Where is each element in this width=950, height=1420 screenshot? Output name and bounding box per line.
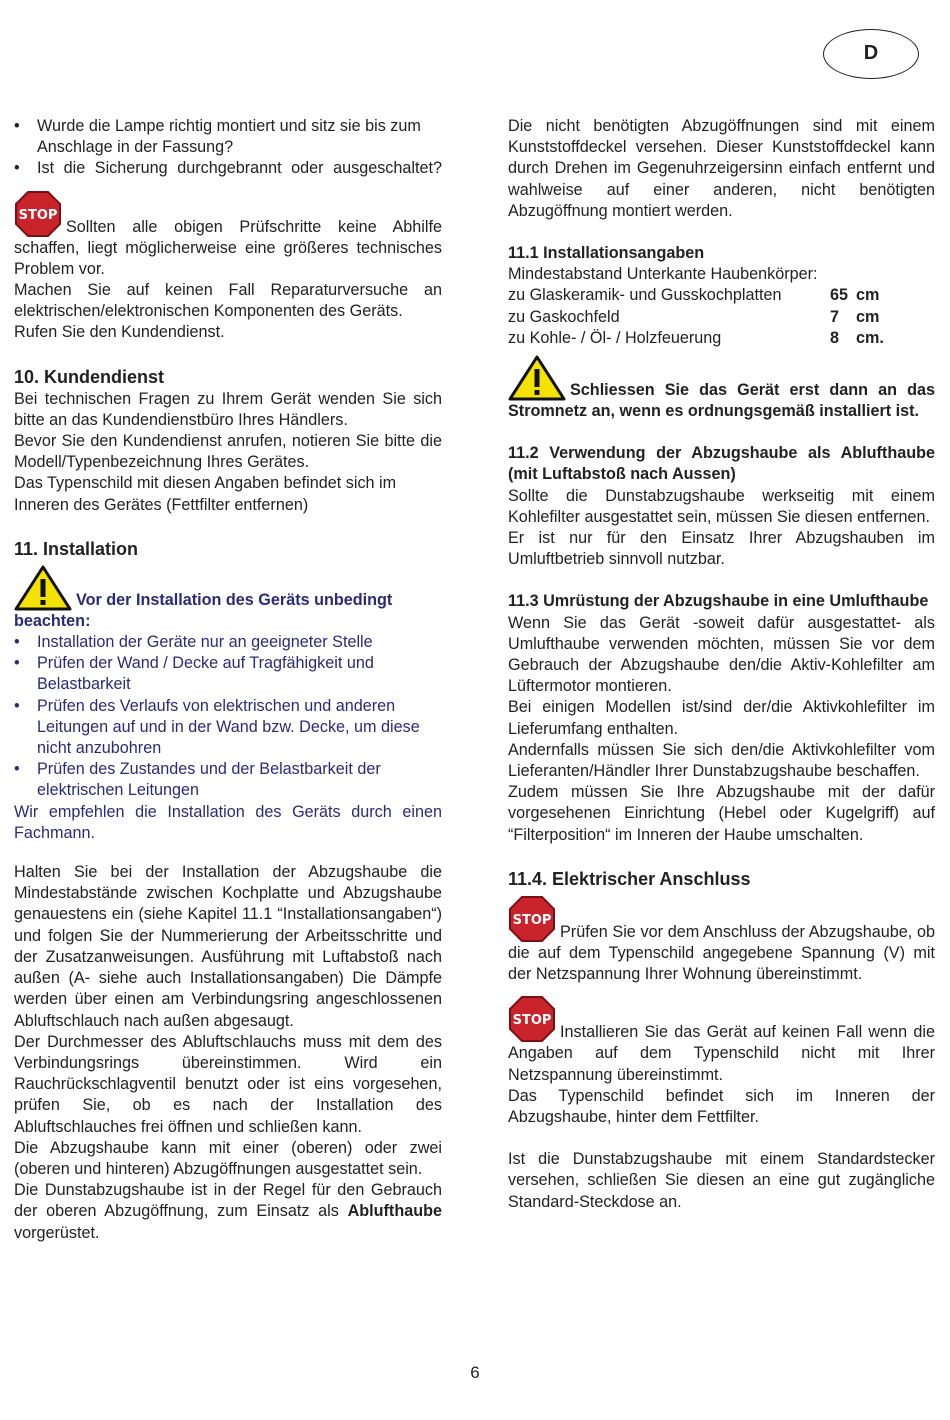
left-column bbox=[14, 116, 442, 1244]
distance-table bbox=[508, 285, 884, 349]
voltage-mismatch-text: Installieren Sie das Gerät auf keinen Fall wenn die Angaben auf dem Typenschild nicht mit Ihrer Netzspannung übereinstimmt. bbox=[508, 1023, 935, 1084]
s113-paragraph: Zudem müssen Sie Ihre Abzugshaube mit der dafür vorgesehenen Einrichtung (Hebel oder Kugelgriff) auf “Filterposition“ im Inneren der Haube umschalten. bbox=[508, 783, 935, 844]
section-11-2-title: 11.2 Verwendung der Abzugshaube als Ablufthaube (mit Luftabstoß nach Aussen) bbox=[508, 444, 935, 484]
list-item: • Prüfen der Wand / Decke auf Tragfähigkeit und Belastbarkeit bbox=[14, 653, 442, 695]
s10-paragraph: Bevor Sie den Kundendienst anrufen, notieren Sie bitte die Modell/Typenbezeichnung Ihres Gerätes. bbox=[14, 432, 442, 472]
s113-paragraph: Bei einigen Modellen ist/sind der/die Aktivkohlefilter im Lieferumfang enthalten. bbox=[508, 698, 935, 738]
installation-paragraph: Die Dunstabzugshaube ist in der Regel für den Gebrauch der oberen Abzugöffnung, zum Einsatz als Ablufthaube vorgerüstet. bbox=[14, 1181, 442, 1242]
bold-term: Ablufthaube bbox=[347, 1202, 442, 1221]
install-warning-title: Vor der Installation des Geräts unbedingt beachten: bbox=[14, 590, 393, 630]
stop-text: Sollten alle obigen Prüfschritte keine Abhilfe schaffen, liegt möglicherweise eine größeres technisches Problem vor. bbox=[14, 217, 442, 278]
warning-triangle-icon bbox=[508, 355, 566, 401]
warning-triangle-icon bbox=[14, 565, 72, 611]
stop-label: STOP bbox=[18, 207, 58, 223]
install-warning bbox=[14, 565, 442, 632]
stop-notice bbox=[508, 995, 935, 1085]
repair-warning: Machen Sie auf keinen Fall Reparaturversuche an elektrischen/elektronischen Komponenten des Geräts. bbox=[14, 281, 442, 321]
s10-paragraph: Das Typenschild mit diesen Angaben befindet sich im Inneren des Gerätes (Fettfilter entfernen) bbox=[14, 474, 397, 514]
section-10-title: 10. Kundendienst bbox=[14, 366, 165, 387]
rating-plate-paragraph: Das Typenschild befindet sich im Inneren der Abzugshaube, hinter dem Fettfilter. bbox=[508, 1086, 935, 1126]
page-number: 6 bbox=[470, 1363, 480, 1382]
table-row: zu Glaskeramik- und Gusskochplatten 65 cm bbox=[508, 286, 880, 305]
stop-sign-icon bbox=[508, 995, 556, 1043]
section-11-title: 11. Installation bbox=[14, 538, 139, 559]
power-warning-text: Schliessen Sie das Gerät erst dann an das Stromnetz an, wenn es ordnungsgemäß installiert ist. bbox=[508, 380, 935, 421]
installation-paragraph: Der Durchmesser des Abluftschlauchs muss mit dem des Verbindungsrings übereinstimmen. Wird ein Rauchrückschlagventil benutzt oder ist eins vorgesehen, prüfen Sie, ob es nach der Installation des Abluftschlauches frei öffnen und schließen kann. bbox=[14, 1032, 442, 1136]
s112-paragraph: Er ist nur für den Einsatz Ihrer Abzugshauben im Umluftbetrieb sinnvoll nutzbar. bbox=[508, 529, 935, 569]
stop-label: STOP bbox=[512, 1013, 552, 1029]
check-list bbox=[14, 116, 442, 180]
recommendation: Wir empfehlen die Installation des Geräts durch einen Fachmann. bbox=[14, 802, 442, 842]
stop-label: STOP bbox=[512, 912, 552, 928]
installation-paragraph: Die Abzugshaube kann mit einer (oberen) oder zwei (oberen und hinteren) Abzugöffnungen ausgestattet sein. bbox=[14, 1138, 442, 1178]
list-item: • Ist die Sicherung durchgebrannt oder ausgeschaltet? bbox=[14, 158, 442, 179]
power-warning bbox=[508, 355, 935, 422]
language-code: D bbox=[863, 42, 879, 65]
installation-paragraph: Halten Sie bei der Installation der Abzugshaube die Mindestabstände zwischen Kochplatte und Abzugshaube genauestens ein (siehe Kapitel 11.1 “Installationsangaben“) und folgen Sie der Nummerierung der Arbeitsschritte und der Zusatzanweisungen. Ausführung mit Luftabstoß nach außen (A- siehe auch Installationsangaben) Die Dämpfe werden über einen am Verbindungsring angeschlossenen Abluftschlauch nach außen abgesaugt. bbox=[14, 863, 442, 1030]
s113-paragraph: Wenn Sie das Gerät -soweit dafür ausgestattet- als Umlufthaube verwenden möchten, müssen Sie vor dem Gebrauch der Abzugshaube den/die Aktiv-Kohlefilter am Lüftermotor montieren. bbox=[508, 613, 935, 696]
distance-intro: Mindestabstand Unterkante Haubenkörper: bbox=[508, 265, 818, 284]
section-11-4-title: 11.4. Elektrischer Anschluss bbox=[508, 868, 751, 889]
plug-paragraph: Ist die Dunstabzugshaube mit einem Standardstecker versehen, schließen Sie diesen an eine gut zugängliche Standard-Steckdose an. bbox=[508, 1150, 935, 1211]
stop-notice bbox=[14, 190, 442, 280]
s112-paragraph: Sollte die Dunstabzugshaube werkseitig mit einem Kohlefilter ausgestattet sein, müssen Sie diesen entfernen. bbox=[508, 486, 935, 526]
list-item: • Prüfen des Zustandes und der Belastbarkeit der elektrischen Leitungen bbox=[14, 759, 442, 801]
s113-paragraph: Andernfalls müssen Sie sich den/die Aktivkohlefilter vom Lieferanten/Händler Ihrer Dunstabzugshaube beschaffen. bbox=[508, 740, 935, 781]
right-column bbox=[508, 116, 935, 1213]
list-item: • Prüfen des Verlaufs von elektrischen und anderen Leitungen auf und in der Wand bzw. Decke, um diese nicht anzubohren bbox=[14, 696, 442, 760]
stop-notice bbox=[508, 895, 935, 985]
voltage-check-text: Prüfen Sie vor dem Anschluss der Abzugshaube, ob die auf dem Typenschild angegebene Spannung (V) mit der Netzspannung Ihrer Wohnung übereinstimmt. bbox=[508, 922, 935, 984]
section-11-1-title: 11.1 Installationsangaben bbox=[508, 244, 705, 263]
list-item: • Installation der Geräte nur an geeigneter Stelle bbox=[14, 632, 442, 653]
table-row: zu Kohle- / Öl- / Holzfeuerung 8 cm. bbox=[508, 328, 884, 347]
install-checklist bbox=[14, 632, 442, 802]
call-service: Rufen Sie den Kundendienst. bbox=[14, 323, 225, 342]
section-11-3-title: 11.3 Umrüstung der Abzugshaube in eine Umlufthaube bbox=[508, 592, 929, 611]
language-badge bbox=[823, 29, 919, 79]
list-item: • Wurde die Lampe richtig montiert und sitz sie bis zum Anschlage in der Fassung? bbox=[14, 116, 442, 158]
s10-paragraph: Bei technischen Fragen zu Ihrem Gerät wenden Sie sich bitte an das Kundendienstbüro Ihres Händlers. bbox=[14, 389, 442, 429]
table-row: zu Gaskochfeld 7 cm bbox=[508, 307, 880, 326]
stop-sign-icon bbox=[14, 190, 62, 238]
cover-paragraph: Die nicht benötigten Abzugöffnungen sind mit einem Kunststoffdeckel versehen. Dieser Kunststoffdeckel kann durch Drehen im Gegenuhrzeigersinn einfach entfernt und wahlweise auf einer anderen, nicht benötigten Abzugöffnung montiert werden. bbox=[508, 117, 935, 220]
stop-sign-icon bbox=[508, 895, 556, 943]
